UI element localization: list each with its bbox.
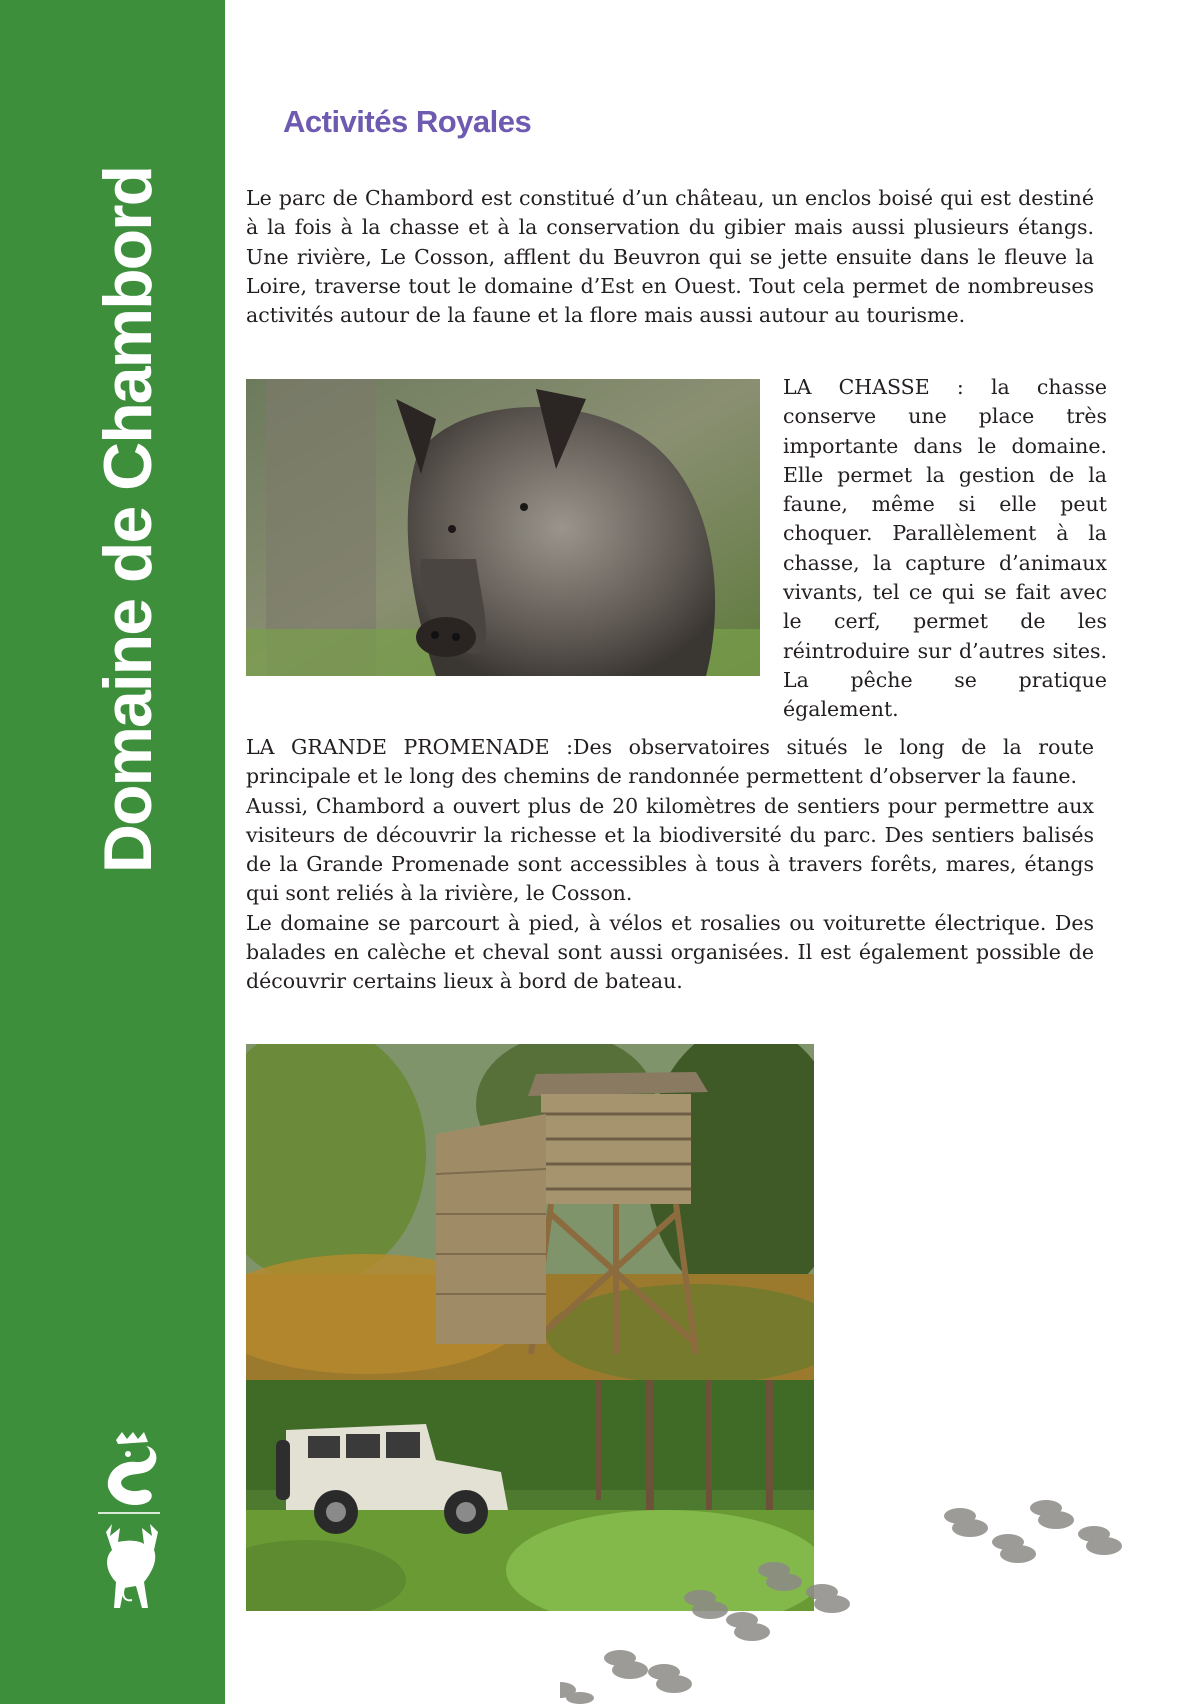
promenade-paragraph: [246, 733, 1094, 997]
observation-tower-photo: [246, 1044, 814, 1380]
sidebar-title: Domaine de Chambord: [90, 166, 166, 874]
promenade-line: LA GRANDE PROMENADE :Des observatoires situés le long de la route principale et le long des chemins de randonnée permettent d’observer la faune.: [246, 735, 1094, 789]
promenade-line: Aussi, Chambord a ouvert plus de 20 kilomètres de sentiers pour permettre aux visiteurs de découvrir la richesse et la biodiversité du parc. Des sentiers balisés de la Grande Promenade sont accessibles à tous à travers forêts, mares, étangs qui sont reliés à la rivière, le Cosson.: [246, 793, 1094, 906]
page-heading: Activités Royales: [283, 104, 532, 139]
logo-divider: [98, 1512, 160, 1514]
chasse-paragraph: LA CHASSE : la chasse conserve une place très importante dans le domaine. Elle permet la gestion de la faune, même si elle peut choquer. Parallèlement à la chasse, la capture d’animaux vivants, tel ce qui se fait avec le cerf, permet de les réintroduire sur d’autres sites. La pêche se pratique également.: [783, 375, 1107, 722]
salamander-stag-logo-icon: [98, 1432, 168, 1612]
promenade-line: Le domaine se parcourt à pied, à vélos et rosalies ou voiturette électrique. Des balades en calèche et cheval sont aussi organisées. Il est également possible de découvrir certains lieux à bord de bateau.: [246, 910, 1094, 994]
sidebar: [0, 0, 225, 1704]
wild-boar-photo: [246, 379, 760, 676]
footprints-icon: [560, 1480, 1180, 1704]
intro-paragraph: Le parc de Chambord est constitué d’un château, un enclos boisé qui est destiné à la fois à la chasse et à la conservation du gibier mais aussi plusieurs étangs. Une rivière, Le Cosson, afflent du Beuvron qui se jette ensuite dans le fleuve la Loire, traverse tout le domaine d’Est en Ouest. Tout cela permet de nombreuses activités autour de la faune et la flore mais aussi autour au tourisme.: [246, 186, 1094, 328]
